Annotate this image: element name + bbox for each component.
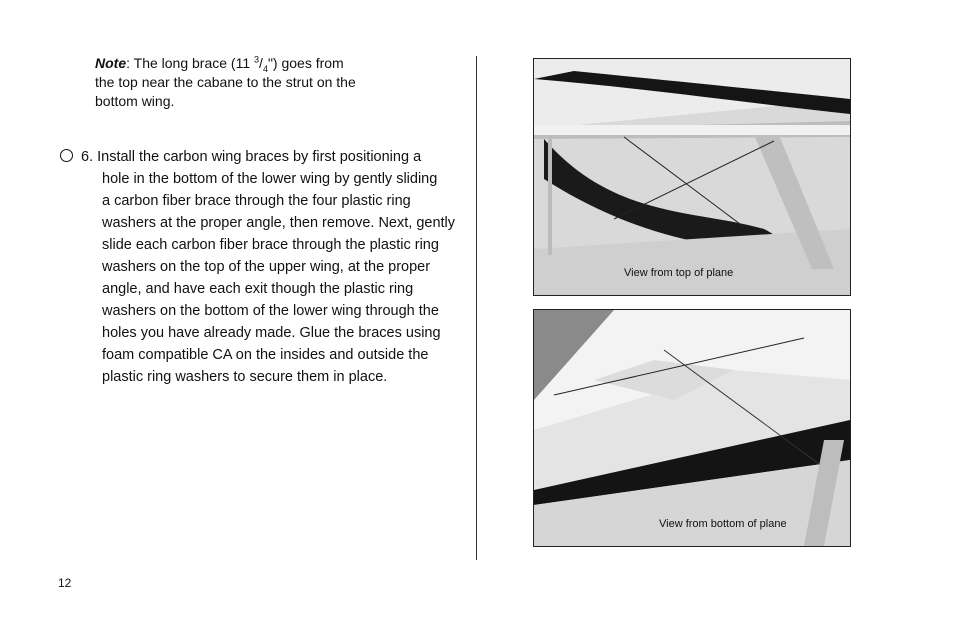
- step-line: foam compatible CA on the insides and outside the: [102, 347, 429, 363]
- note-label: Note: [95, 55, 127, 71]
- step-line: holes you have already made. Glue the braces using: [102, 325, 441, 341]
- step-first-line: 6. Install the carbon wing braces by first positioning a: [60, 146, 472, 168]
- step-line: hole in the bottom of the lower wing by gently sliding: [102, 171, 438, 187]
- step-line: a carbon fiber brace through the four plastic ring: [102, 193, 411, 209]
- step-line: plastic ring washers to secure them in place.: [102, 369, 388, 385]
- step-line: washers on the top of the upper wing, at the proper: [102, 259, 431, 275]
- step-line: slide each carbon fiber brace through the plastic ring: [102, 237, 439, 253]
- step-body: [60, 168, 472, 388]
- photo-top-view: [533, 58, 851, 296]
- note-line-2: the top near the cabane to the strut on the: [95, 74, 356, 90]
- step-line: washers on the bottom of the lower wing through the: [102, 303, 439, 319]
- step-6: [60, 146, 472, 388]
- photo-bottom-view-image: [534, 310, 850, 546]
- step-line: washers at the proper angle, then remove. Next, gently: [102, 215, 456, 231]
- note-paragraph: [95, 54, 415, 111]
- page-number: 12: [58, 576, 72, 590]
- note-line-1: Note: The long brace (11 $^3/_4$") goes from: [95, 54, 344, 74]
- photo-bottom-caption: View from bottom of plane: [659, 518, 787, 530]
- step-line: angle, and have each exit though the plastic ring: [102, 281, 414, 297]
- photo-top-caption: View from top of plane: [624, 267, 734, 279]
- photo-top-view-image: [534, 59, 850, 295]
- column-divider: [476, 56, 477, 560]
- note-line-3: bottom wing.: [95, 93, 175, 109]
- step-checkbox-icon[interactable]: [60, 149, 73, 162]
- photo-bottom-view: [533, 309, 851, 547]
